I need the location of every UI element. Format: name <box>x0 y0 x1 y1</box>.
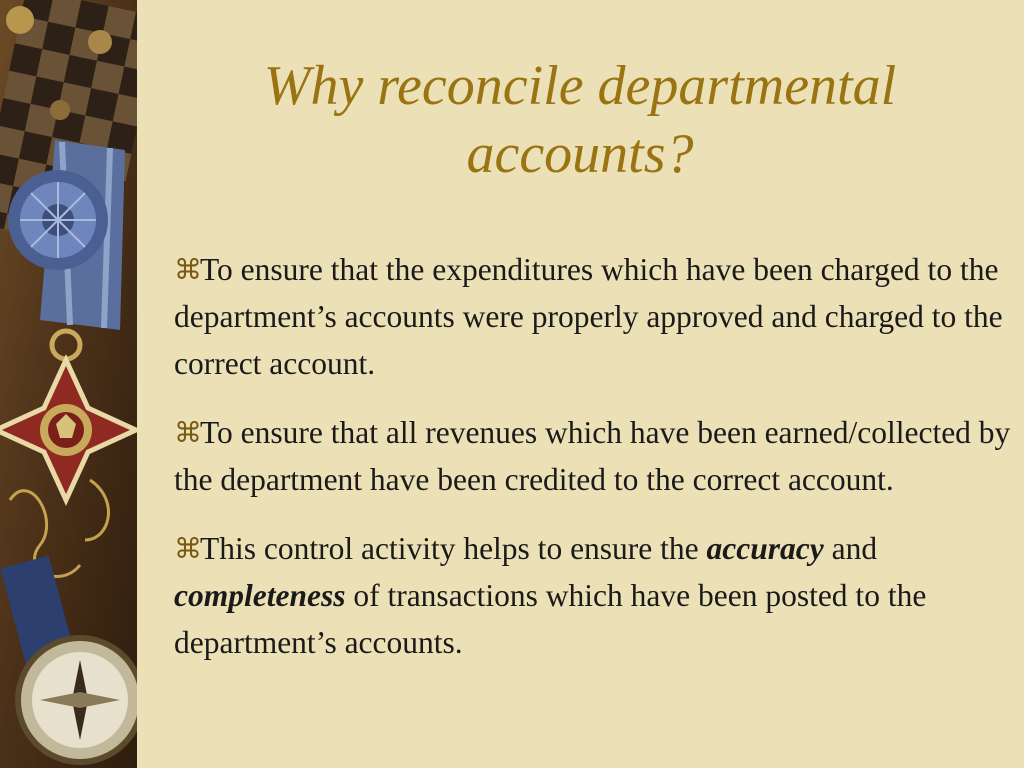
bullet-item <box>174 525 1012 666</box>
bullet-text-part: of transactions which have been posted to the department’s accounts. <box>174 578 927 660</box>
bullet-text: To ensure that all revenues which have been earned/collected by the department have been credited to the correct account. <box>174 415 1011 497</box>
emphasized-word-accuracy: accuracy <box>706 531 824 566</box>
bullet-text-part: and <box>823 531 878 566</box>
command-key-icon: ⌘ <box>174 532 202 565</box>
command-key-icon: ⌘ <box>174 253 202 286</box>
bullet-item <box>174 246 1012 387</box>
emphasized-word-completeness: completeness <box>174 578 346 613</box>
slide-title <box>160 52 1000 188</box>
bullet-item <box>174 409 1012 503</box>
decorative-medal-image <box>0 0 137 768</box>
slide-title-line-1: Why reconcile departmental <box>263 55 897 117</box>
bullet-text: To ensure that the expenditures which have been charged to the department’s accounts were properly approved and charged to the correct account. <box>174 252 1003 381</box>
command-key-icon: ⌘ <box>174 416 202 449</box>
bullet-text-part: This control activity helps to ensure the <box>200 531 707 566</box>
bullet-list <box>174 246 1012 688</box>
slide-title-line-2: accounts? <box>466 123 694 185</box>
